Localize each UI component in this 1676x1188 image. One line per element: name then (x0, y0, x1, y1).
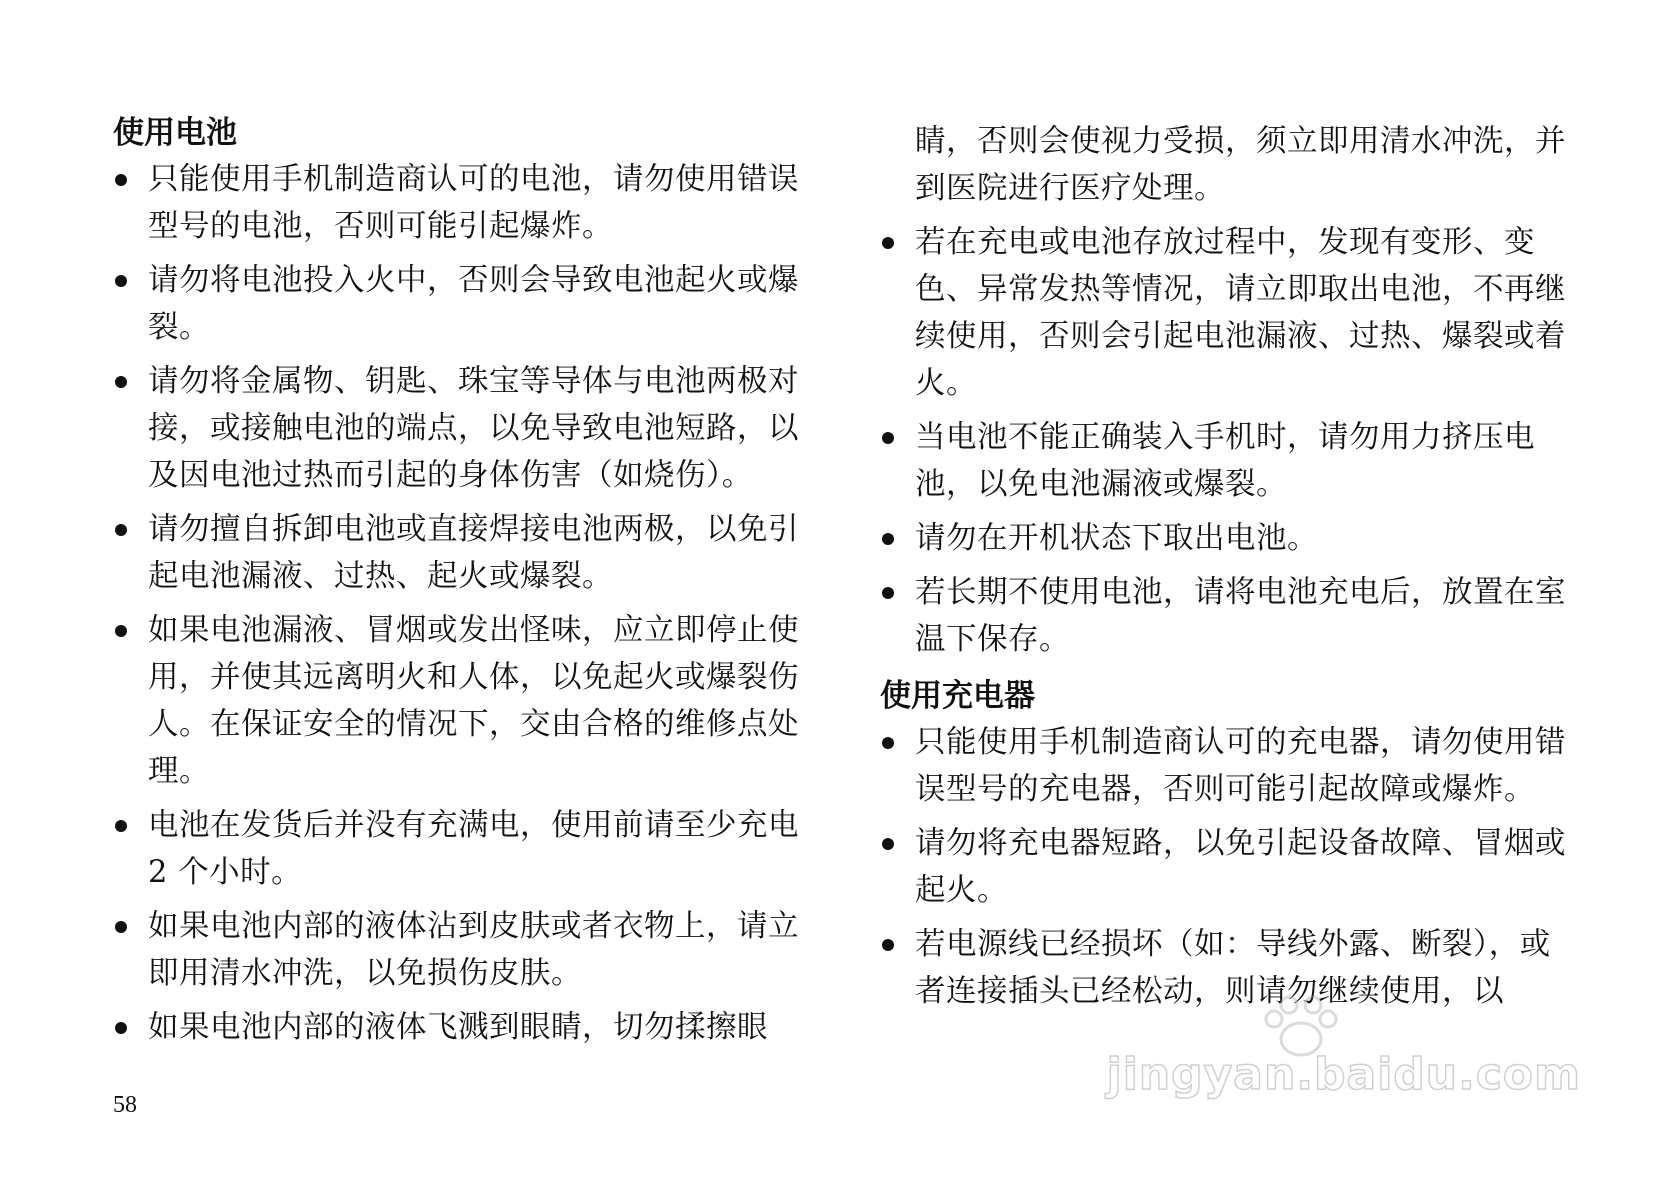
bullet-icon (115, 376, 127, 388)
bullet-icon (882, 237, 894, 249)
bullet-icon (115, 174, 127, 186)
list-item-text: 请勿将充电器短路，以免引起设备故障、冒烟或起火。 (915, 826, 1566, 908)
list-item (113, 257, 813, 351)
list-item-text: 若电源线已经损坏（如：导线外露、断裂），或者连接插头已经松动，则请勿继续使用，以 (915, 927, 1551, 1009)
bullet-icon (882, 587, 894, 599)
list-item-text: 请勿擅自拆卸电池或直接焊接电池两极，以免引起电池漏液、过热、起火或爆裂。 (148, 512, 799, 594)
bullet-icon (115, 921, 127, 933)
list-item-text: 电池在发货后并没有充满电，使用前请至少充电 2 个小时。 (148, 808, 799, 890)
section-title-charger: 使用充电器 (880, 678, 1035, 714)
list-item (880, 569, 1580, 663)
battery-list-continued (880, 219, 1580, 663)
list-item-text: 请勿将电池投入火中，否则会导致电池起火或爆裂。 (148, 263, 799, 345)
list-item-text: 若在充电或电池存放过程中，发现有变形、变色、异常发热等情况，请立即取出电池，不再继续使用，否则会引起电池漏液、过热、爆裂或着火。 (915, 225, 1566, 401)
list-item-text: 只能使用手机制造商认可的电池，请勿使用错误型号的电池，否则可能引起爆炸。 (148, 162, 799, 244)
list-item (880, 219, 1580, 407)
bullet-icon (882, 939, 894, 951)
list-item (113, 358, 813, 499)
list-item (880, 921, 1580, 1015)
list-item (113, 802, 813, 896)
list-item (113, 506, 813, 600)
list-item (880, 820, 1580, 914)
list-item-text: 如果电池漏液、冒烟或发出怪味，应立即停止使用，并使其远离明火和人体，以免起火或爆裂伤人。在保证安全的情况下，交由合格的维修点处理。 (148, 613, 799, 789)
bullet-icon (882, 533, 894, 545)
bullet-icon (882, 432, 894, 444)
list-item (113, 607, 813, 795)
list-item-text: 若长期不使用电池，请将电池充电后，放置在室温下保存。 (915, 575, 1566, 657)
bullet-icon (115, 820, 127, 832)
left-column (113, 110, 813, 1058)
list-item-text: 请勿在开机状态下取出电池。 (915, 521, 1318, 556)
continued-paragraph: 睛，否则会使视力受损，须立即用清水冲洗，并到医院进行医疗处理。 (915, 124, 1566, 206)
right-column (880, 118, 1580, 1022)
list-item-text: 请勿将金属物、钥匙、珠宝等导体与电池两极对接，或接触电池的端点，以免导致电池短路，以及因电池过热而引起的身体伤害（如烧伤）。 (148, 364, 799, 493)
bullet-icon (115, 524, 127, 536)
list-item (880, 414, 1580, 508)
charger-list (880, 719, 1580, 1015)
list-item (113, 1004, 813, 1051)
list-item (113, 156, 813, 250)
bullet-icon (882, 737, 894, 749)
section-title-battery: 使用电池 (113, 115, 237, 151)
bullet-icon (115, 275, 127, 287)
list-item-text: 如果电池内部的液体沾到皮肤或者衣物上，请立即用清水冲洗，以免损伤皮肤。 (148, 909, 799, 991)
battery-list (113, 156, 813, 1051)
bullet-icon (882, 838, 894, 850)
list-item-text: 只能使用手机制造商认可的充电器，请勿使用错误型号的充电器，否则可能引起故障或爆炸。 (915, 725, 1566, 807)
watermark-text: jingyan.baidu.com (1106, 1049, 1581, 1100)
list-item-text: 当电池不能正确装入手机时，请勿用力挤压电池，以免电池漏液或爆裂。 (915, 420, 1535, 502)
page-number: 58 (113, 1092, 137, 1118)
list-item (113, 903, 813, 997)
list-item (880, 719, 1580, 813)
list-item (880, 515, 1580, 562)
bullet-icon (115, 625, 127, 637)
list-item-text: 如果电池内部的液体飞溅到眼睛，切勿揉擦眼 (148, 1010, 768, 1045)
bullet-icon (115, 1022, 127, 1034)
